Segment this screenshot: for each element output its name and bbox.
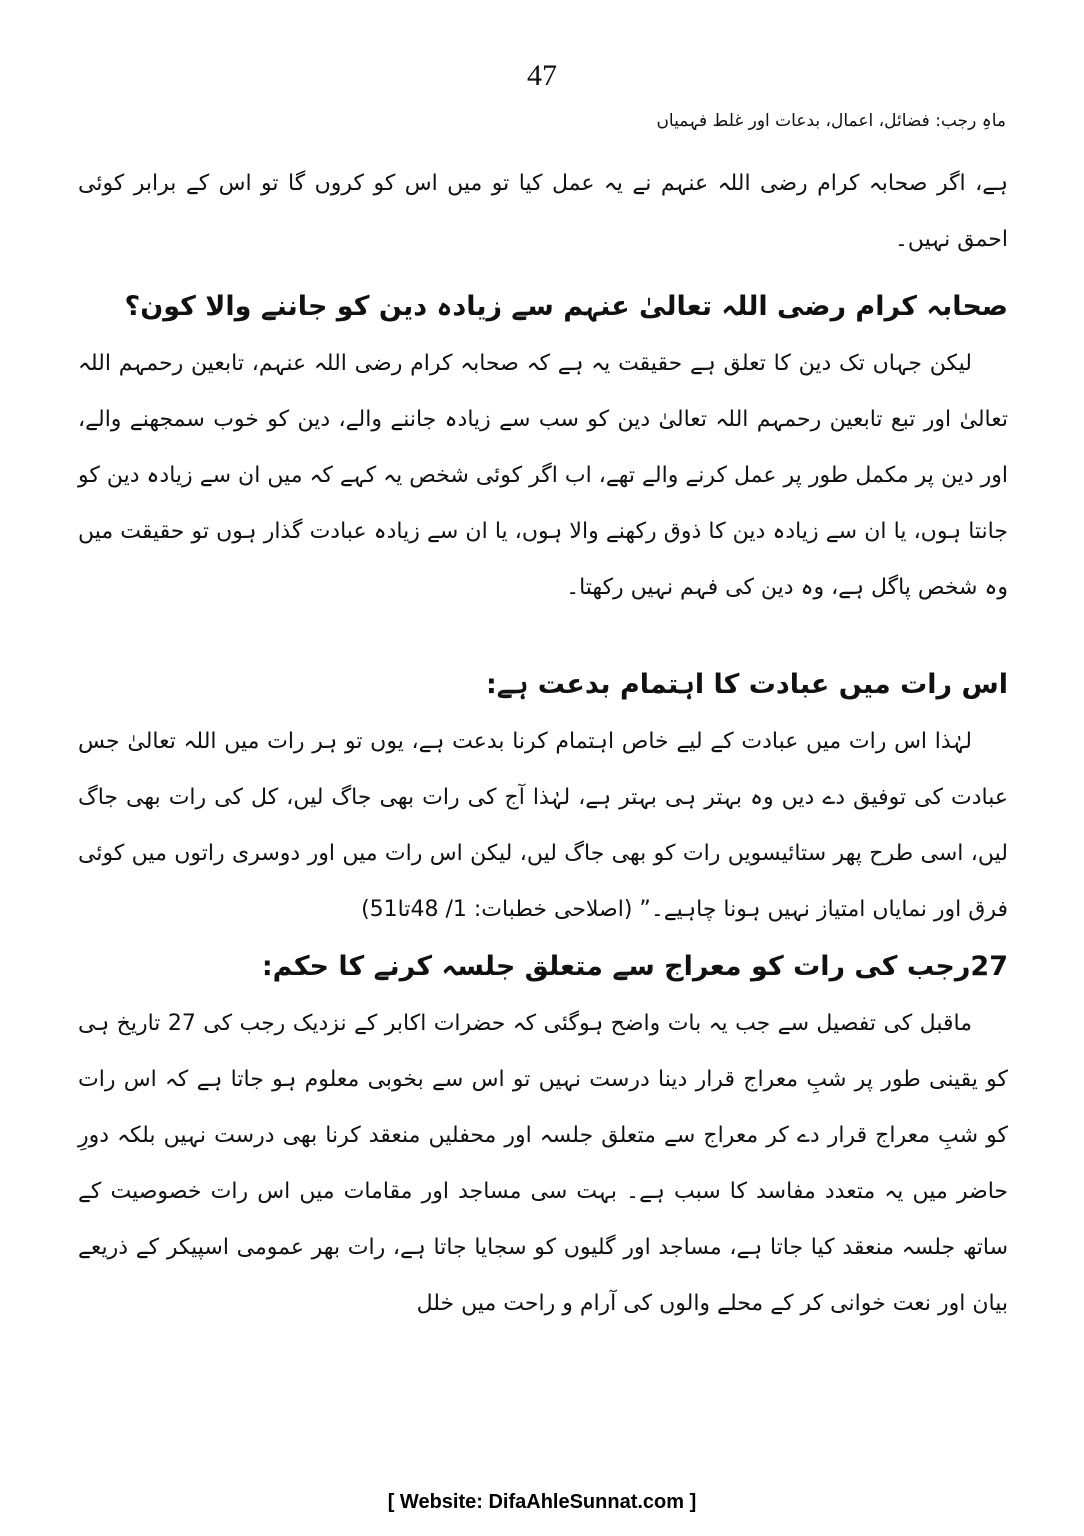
section-body-1: لیکن جہاں تک دین کا تعلق ہے حقیقت یہ ہے کہ صحابہ کرام رضی اللہ عنہم، تابعین رحمہم اللہ تعالیٰ اور تبع تابعین رحمہم اللہ تعالیٰ دین کو سب سے زیادہ جاننے والے، دین کو خوب سمجھنے والے، اور دین پر مکمل طور پر عمل کرنے والے تھے، اب اگر کوئی شخص یہ کہے کہ میں ان سے زیادہ دین کو جانتا ہوں، یا ان سے زیادہ دین کا ذوق رکھنے والا ہوں، یا ان سے زیادہ عبادت گذار ہوں تو حقیقت میں وہ شخص پاگل ہے، وہ دین کی فہم نہیں رکھتا۔ (78, 351, 1008, 600)
page-content (78, 156, 1008, 1332)
page-number: 47 (527, 59, 557, 92)
section-heading-2: اس رات میں عبادت کا اہتمام بدعت ہے: (485, 669, 1008, 700)
opening-line: ہے، اگر صحابہ کرام رضی اللہ عنہم نے یہ عمل کیا تو میں اس کو کروں گا تو اس کے برابر کوئی احمق نہیں۔ (78, 171, 1008, 252)
section-body-2: لہٰذا اس رات میں عبادت کے لیے خاص اہتمام کرنا بدعت ہے، یوں تو ہر رات میں اللہ تعالیٰ جس عبادت کی توفیق دے دیں وہ بہتر ہی بہتر ہے، لہٰذا آج کی رات بھی جاگ لیں، کل کی رات بھی جاگ لیں، اسی طرح پھر ستائیسویں رات کو بھی جاگ لیں، لیکن اس رات میں اور دوسری راتوں میں کوئی فرق اور نمایاں امتیاز نہیں ہونا چاہیے۔” (اصلاحی خطبات: 1/ 48تا51) (78, 729, 1008, 922)
website-footer: [ Website: DifaAhleSunnat.com ] (387, 1491, 697, 1513)
section-body-3: ماقبل کی تفصیل سے جب یہ بات واضح ہوگئی کہ حضرات اکابر کے نزدیک رجب کی 27 تاریخ ہی کو یقینی طور پر شبِ معراج قرار دینا درست نہیں تو اس سے بخوبی معلوم ہو جاتا ہے کہ اس رات کو شبِ معراج قرار دے کر معراج سے متعلق جلسہ اور محفلیں منعقد کرنا بھی درست نہیں بلکہ دورِ حاضر میں یہ متعدد مفاسد کا سبب ہے۔ بہت سی مساجد اور مقامات میں اس رات خصوصیت کے ساتھ جلسہ منعقد کیا جاتا ہے، مساجد اور گلیوں کو سجایا جاتا ہے، رات بھر عمومی اسپیکر کے ذریعے بیان اور نعت خوانی کر کے محلے والوں کی آرام و راحت میں خلل (78, 1011, 1008, 1316)
section-heading-1: صحابہ کرام رضی اللہ تعالیٰ عنہم سے زیادہ دین کو جاننے والا کون؟ (124, 291, 1008, 322)
running-header: ماہِ رجب: فضائل، اعمال، بدعات اور غلط فہمیاں (656, 111, 1006, 131)
section-heading-3: 27رجب کی رات کو معراج سے متعلق جلسہ کرنے کا حکم: (261, 951, 1008, 982)
